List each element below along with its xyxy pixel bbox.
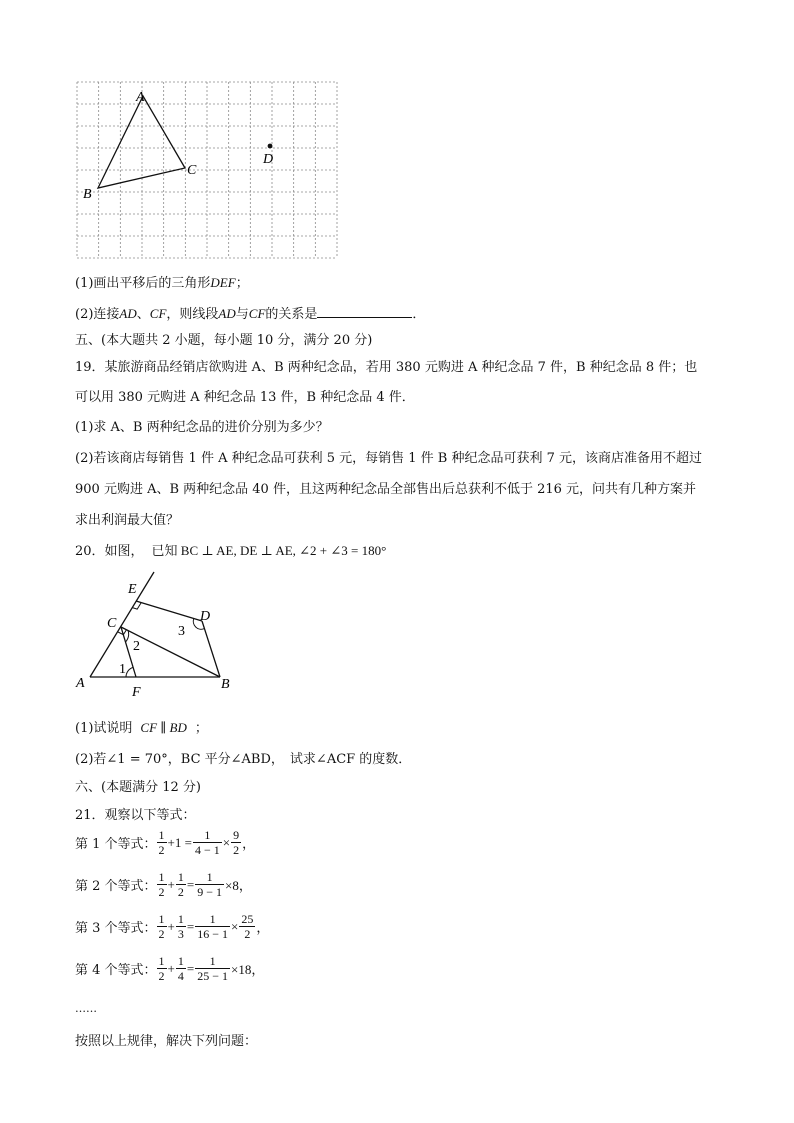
q20-intro-b: 已知 BC ⊥ AE, DE ⊥ AE, ∠2 + ∠3 = 180° [151, 543, 387, 558]
ellipsis: …… [75, 1002, 97, 1015]
q20-part1-c: ； [194, 721, 208, 736]
eq4-plus: + [167, 960, 175, 976]
q18-var-ad: AD [119, 306, 137, 321]
equation-4 [75, 954, 265, 983]
eq3-label: 第 3 个等式： [75, 921, 157, 936]
eq1-plus: +1 = [167, 834, 192, 850]
eq2-tail: ×8， [225, 878, 252, 893]
q19-line2: 可以用 380 元购进 A 种纪念品 13 件，B 种纪念品 4 件． [75, 390, 415, 405]
q18-part2-c: 与 [235, 307, 249, 322]
eq3-equals: = [186, 918, 195, 934]
q20-part1-a: (1)试说明 [75, 721, 133, 736]
q18-var-cf: CF [149, 306, 167, 321]
q19-part1: (1)求 A、B 两种纪念品的进价分别为多少？ [75, 420, 329, 435]
eq2-frac-a: $\frac{1}{2}$ [158, 870, 165, 899]
eq1-end: ， [242, 836, 256, 851]
q20-part2-a: (2)若∠1 = 70°， [75, 752, 181, 767]
q20-intro-a: 20．如图， [75, 544, 144, 559]
q18-part1-text: (1)画出平移后的三角形 [75, 276, 211, 291]
q21-outro: 按照以上规律，解决下列问题： [75, 1034, 258, 1049]
label-3: 3 [178, 624, 185, 639]
label-b: B [83, 187, 92, 202]
label-d: D [200, 609, 211, 624]
equation-2 [75, 870, 253, 899]
q18-part1-end: ； [235, 276, 249, 291]
q18-var-ad-2: AD [218, 306, 236, 321]
eq4-label: 第 4 个等式： [75, 963, 157, 978]
q20-part2 [75, 748, 411, 767]
angle-arc-1 [126, 667, 133, 677]
label-1: 1 [119, 662, 126, 677]
label-a: A [76, 676, 85, 691]
eq3-frac-b: $\frac{1}{3}$ [177, 912, 184, 941]
eq2-equals: = [186, 876, 195, 892]
eq3-plus: + [167, 918, 175, 934]
q18-var-cf-2: CF [248, 306, 266, 321]
q18-part2-b: ，则线段 [166, 307, 219, 322]
eq1-label: 第 1 个等式： [75, 837, 157, 852]
q21-intro: 21．观察以下等式： [75, 808, 196, 823]
eq3-frac-d: $\frac{25}{2}$ [241, 912, 254, 941]
eq4-frac-b: $\frac{1}{4}$ [177, 954, 184, 983]
eq1-frac-a: $\frac{1}{2}$ [158, 828, 165, 857]
angle-arc-2 [126, 631, 129, 642]
eq1-times: × [222, 834, 231, 850]
eq4-equals: = [186, 960, 195, 976]
q20-part1-b: CF ∥ BD [140, 720, 187, 735]
label-2: 2 [133, 639, 140, 654]
triangle-figure [70, 565, 245, 700]
grid-lines [77, 82, 337, 258]
q19-part2-line1: (2)若该商店每销售 1 件 A 种纪念品可获利 5 元，每销售 1 件 B 种纪念品可获利 7 元，该商店准备用不超过 [75, 451, 703, 466]
eq4-tail: ×18， [231, 962, 265, 977]
q18-part1-var: DEF [210, 275, 236, 290]
point-d [268, 144, 273, 149]
section6-heading: 六、(本题满分 12 分) [75, 780, 201, 795]
q20-part1 [75, 717, 208, 736]
label-e: E [128, 582, 137, 597]
label-f: F [132, 685, 141, 700]
q19-part2-line2: 900 元购进 A、B 两种纪念品 40 件，且这两种纪念品全部售出后总获利不低于 216 元，问共有几种方案并 [75, 482, 697, 497]
eq2-plus: + [167, 876, 175, 892]
equation-1 [75, 828, 256, 857]
q18-part1 [75, 272, 249, 291]
eq3-end: ， [256, 920, 270, 935]
line-ed [136, 601, 202, 621]
section5-heading: 五、(本大题共 2 小题，每小题 10 分，满分 20 分) [75, 333, 373, 348]
eq2-label: 第 2 个等式： [75, 879, 157, 894]
triangle-abc [98, 96, 185, 188]
grid-figure [75, 80, 340, 260]
q18-sep: 、 [136, 307, 150, 322]
q18-part2-end: ． [412, 307, 426, 322]
eq1-frac-b: $\frac{1}{4 - 1}$ [194, 828, 220, 857]
eq4-frac-c: $\frac{1}{25 - 1}$ [197, 954, 229, 983]
label-c: C [187, 163, 197, 178]
q19-part2-line3: 求出利润最大值？ [75, 513, 180, 528]
q20-part2-b: BC 平分∠ABD， [180, 752, 284, 767]
eq3-frac-a: $\frac{1}{2}$ [158, 912, 165, 941]
q18-part2-d: 的关系是 [265, 307, 318, 322]
q18-part2-a: (2)连接 [75, 307, 120, 322]
q19-line1: 19．某旅游商品经销店欲购进 A、B 两种纪念品，若用 380 元购进 A 种纪念品 7 件，B 种纪念品 8 件；也 [75, 360, 698, 375]
label-a: A [136, 90, 145, 105]
label-c: C [107, 616, 117, 631]
label-d: D [263, 152, 274, 167]
answer-blank[interactable] [317, 305, 412, 318]
eq3-frac-c: $\frac{1}{16 - 1}$ [197, 912, 229, 941]
q20-intro [75, 540, 386, 559]
eq4-frac-a: $\frac{1}{2}$ [158, 954, 165, 983]
eq2-frac-b: $\frac{1}{2}$ [177, 870, 184, 899]
eq1-frac-c: $\frac{9}{2}$ [233, 828, 240, 857]
eq3-times: × [231, 918, 239, 934]
q18-part2 [75, 303, 425, 322]
eq2-frac-c: $\frac{1}{9 - 1}$ [197, 870, 223, 899]
q20-part2-c: 试求∠ACF 的度数． [289, 752, 412, 767]
label-b: B [221, 677, 230, 692]
equation-3 [75, 912, 270, 941]
